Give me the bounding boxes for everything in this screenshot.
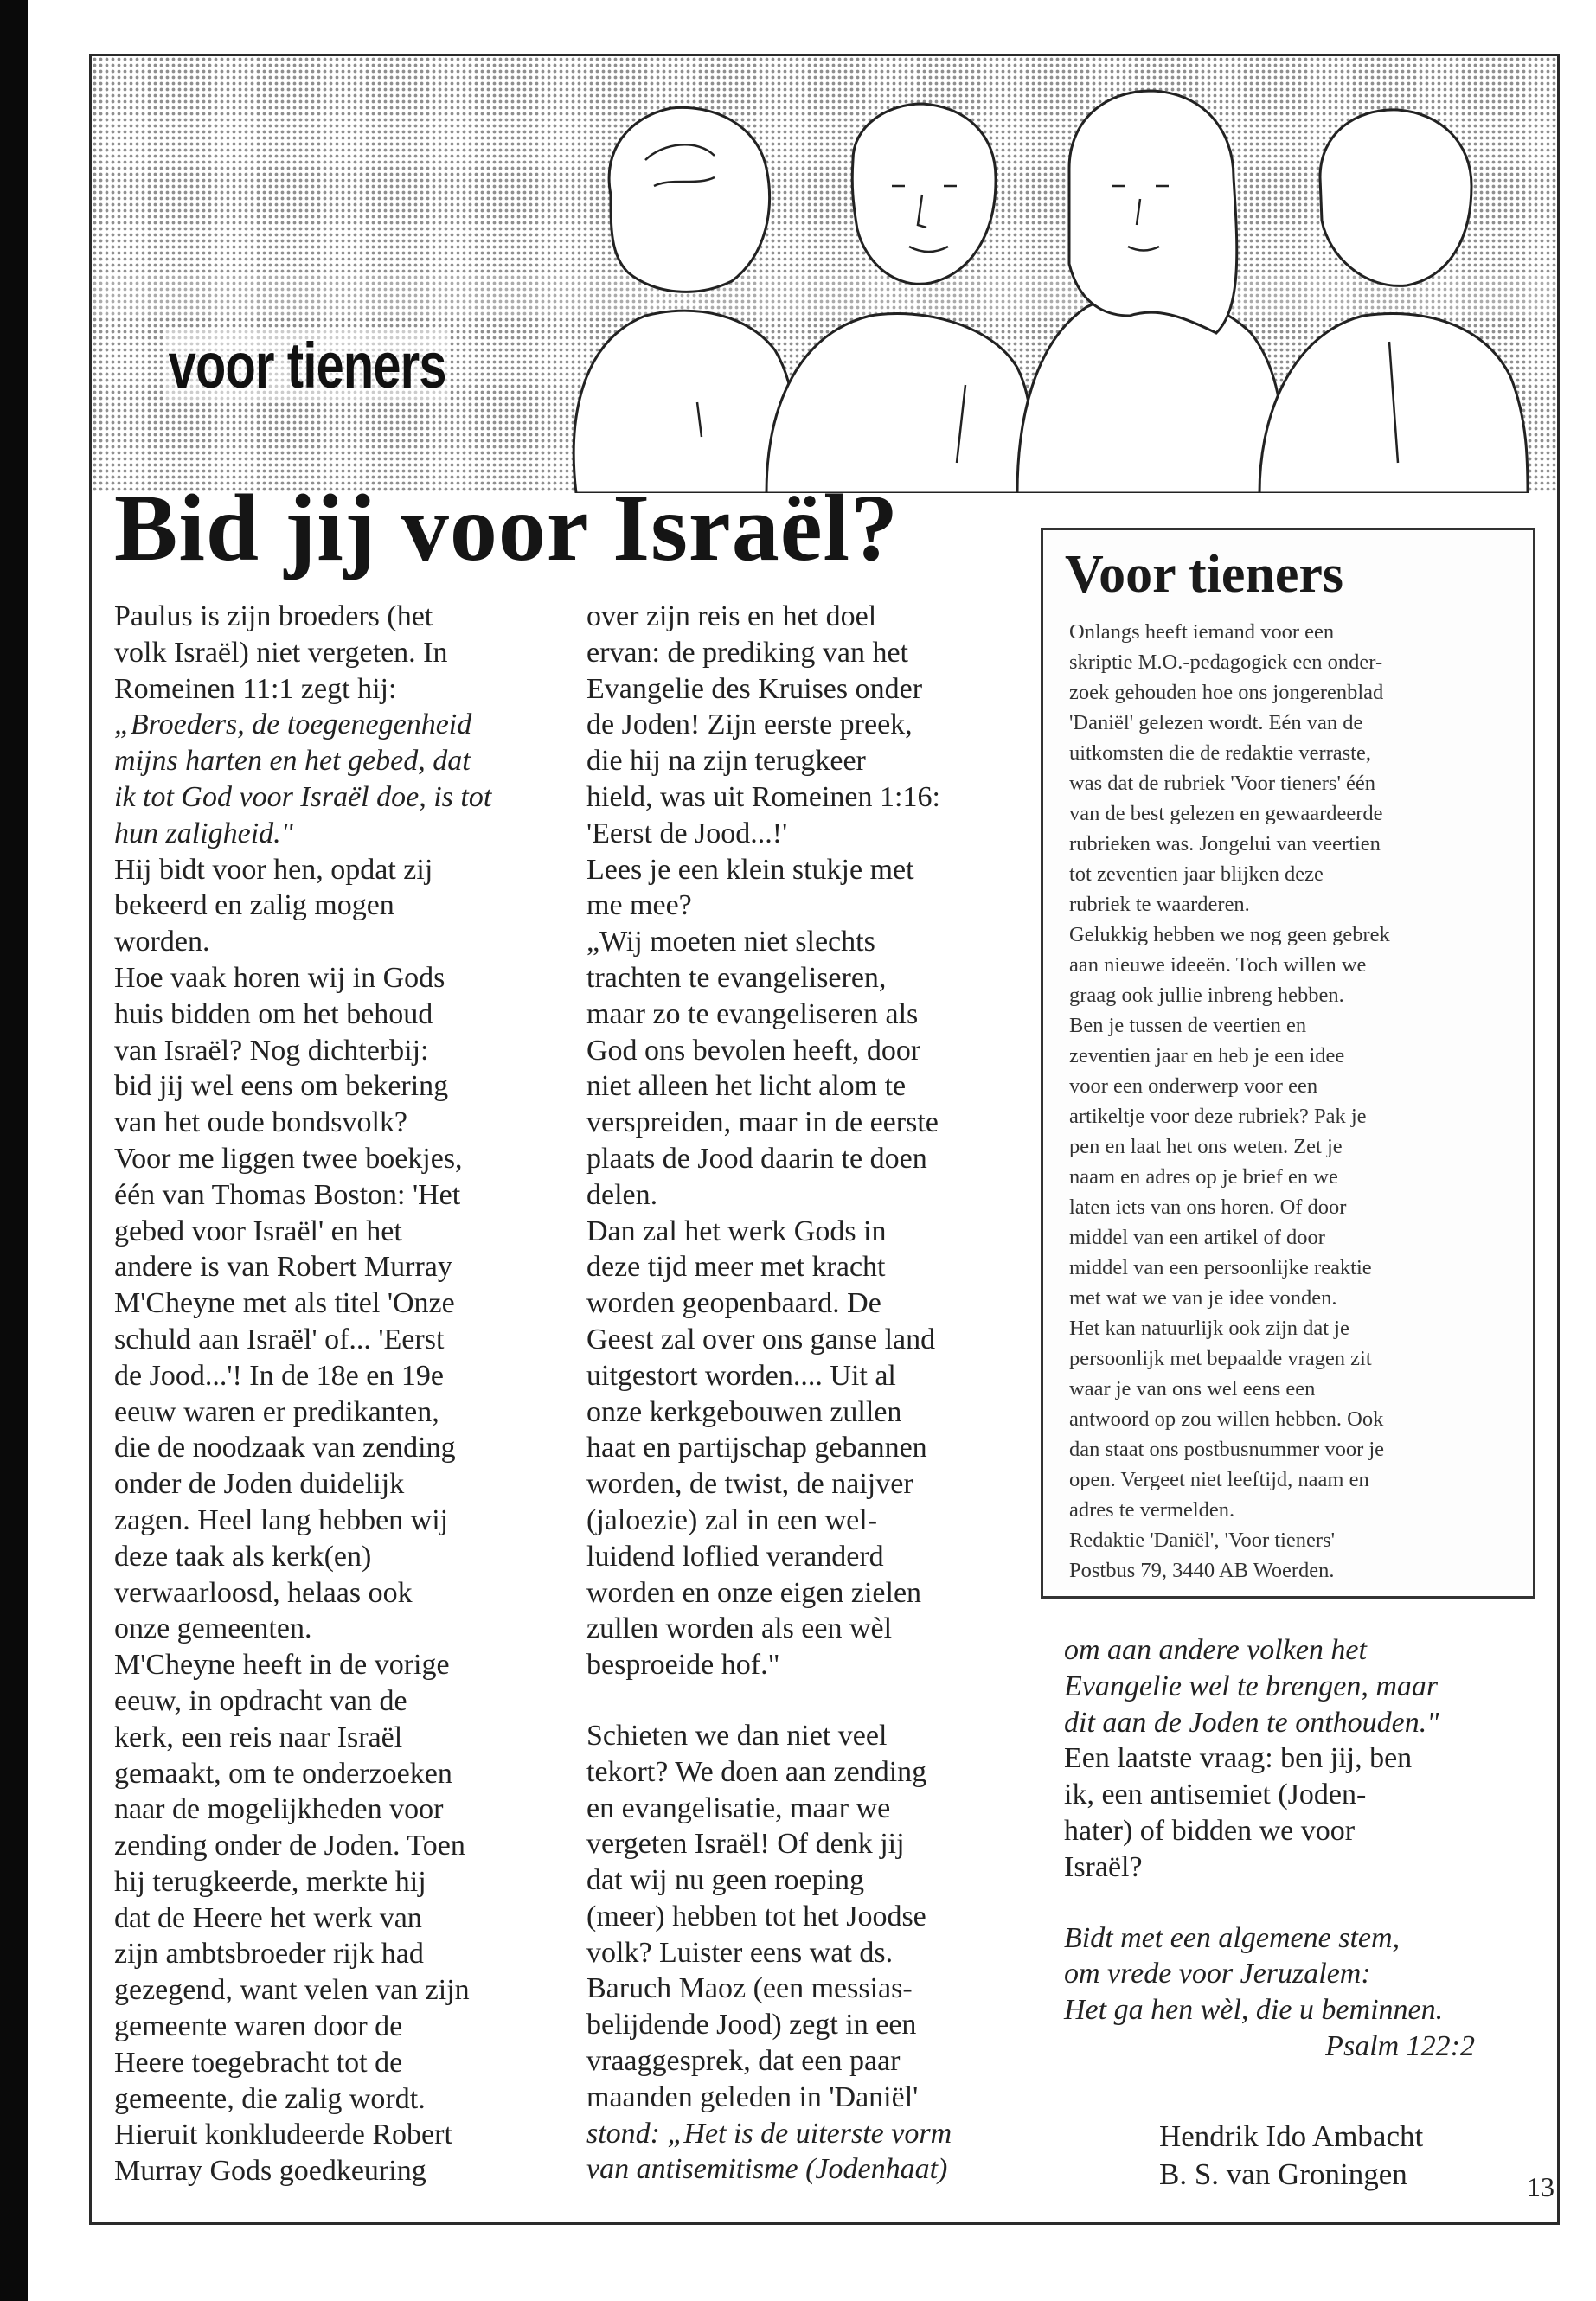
text-line: worden, de twist, de naijver — [586, 1468, 913, 1501]
teenagers-illustration — [92, 56, 1557, 493]
text-line: God ons bevolen heeft, door — [586, 1034, 921, 1067]
text-line: maanden geleden in 'Daniël' — [586, 2080, 919, 2113]
sidebar-line: pen en laat het ons weten. Zet je — [1069, 1135, 1343, 1158]
sidebar-line: voor een onderwerp voor een — [1069, 1074, 1318, 1098]
text-line: Geest zal over ons ganse land — [586, 1323, 936, 1356]
text-line: gemaakt, om te onderzoeken — [114, 1757, 452, 1790]
text-line: worden. — [114, 926, 210, 958]
sidebar-line: uitkomsten die de redaktie verraste, — [1069, 741, 1371, 765]
sidebar-line: Onlangs heeft iemand voor een — [1069, 620, 1335, 644]
section-label: voor tieners — [164, 329, 450, 402]
sidebar-box — [1041, 528, 1535, 1599]
sidebar-line: adres te vermelden. — [1069, 1498, 1235, 1522]
text-line: gemeente, die zalig wordt. — [114, 2082, 426, 2115]
text-line: zending onder de Joden. Toen — [114, 1830, 465, 1862]
text-line: Schieten we dan niet veel — [586, 1719, 888, 1752]
text-line: Romeinen 11:1 zegt hij: — [114, 672, 397, 705]
text-line: Murray Gods goedkeuring — [114, 2155, 426, 2188]
text-line: (meer) hebben tot het Joodse — [586, 1900, 926, 1932]
text-line: verspreiden, maar in de eerste — [586, 1106, 939, 1139]
text-line: die hij na zijn terugkeer — [586, 745, 866, 778]
text-line: eeuw waren er predikanten, — [114, 1395, 439, 1428]
text-line: volk Israël) niet vergeten. In — [114, 636, 448, 669]
signature — [1159, 2118, 1423, 2194]
sidebar-line: open. Vergeet niet leeftijd, naam en — [1069, 1468, 1369, 1491]
text-line: Baruch Maoz (een messias- — [586, 1972, 913, 2005]
text-line: en evangelisatie, maar we — [586, 1791, 891, 1824]
header-illustration — [92, 56, 1557, 493]
text-line: verwaarloosd, helaas ook — [114, 1576, 413, 1609]
text-line: M'Cheyne heeft in de vorige — [114, 1649, 450, 1682]
text-line: vergeten Israël! Of denk jij — [586, 1828, 905, 1861]
page-number: 13 — [1527, 2171, 1554, 2202]
text-line: schuld aan Israël' of... 'Eerst — [114, 1323, 445, 1356]
text-line: dat de Heere het werk van — [114, 1901, 422, 1934]
sidebar-line: antwoord op zou willen hebben. Ook — [1069, 1407, 1384, 1431]
sidebar-line: middel van een persoonlijke reaktie — [1069, 1256, 1372, 1279]
text-line: Voor me liggen twee boekjes, — [114, 1142, 463, 1175]
quote-line: „Broeders, de toegenegenheid — [114, 708, 472, 741]
sidebar-line: Postbus 79, 3440 AB Woerden. — [1069, 1559, 1335, 1582]
psalm-line: om vrede voor Jeruzalem: — [1064, 1958, 1371, 1990]
signature-author: B. S. van Groningen — [1159, 2157, 1407, 2191]
sidebar-line: van de best gelezen en gewaardeerde — [1069, 802, 1383, 825]
text-line: dat wij nu geen roeping — [586, 1864, 865, 1897]
column-left — [114, 599, 547, 2189]
text-line: naar de mogelijkheden voor — [114, 1793, 444, 1826]
text-line: delen. — [586, 1178, 658, 1211]
sidebar-line: middel van een artikel of door — [1069, 1226, 1325, 1249]
scan-edge — [0, 0, 28, 2301]
quote-line: hun zaligheid." — [114, 817, 293, 849]
quote-line: Evangelie wel te brengen, maar — [1064, 1670, 1439, 1702]
sidebar-line: tot zeventien jaar blijken deze — [1069, 862, 1324, 886]
text-line: onze gemeenten. — [114, 1612, 312, 1645]
text-line: van het oude bondsvolk? — [114, 1106, 407, 1139]
text-line: bekeerd en zalig mogen — [114, 889, 394, 922]
sidebar-line: artikeltje voor deze rubriek? Pak je — [1069, 1105, 1367, 1128]
sidebar-line: zoek gehouden hoe ons jongerenblad — [1069, 681, 1384, 704]
text-line: gebed voor Israël' en het — [114, 1215, 402, 1247]
text-line: hield, was uit Romeinen 1:16: — [586, 780, 940, 813]
sidebar-line: waar je van ons wel eens een — [1069, 1377, 1316, 1400]
paragraph-gap — [1064, 1886, 1514, 1920]
text-line: Lees je een klein stukje met — [586, 853, 914, 886]
text-line: me mee? — [586, 889, 692, 922]
text-line: haat en partijschap gebannen — [586, 1432, 927, 1465]
text-line: Evangelie des Kruises onder — [586, 672, 923, 705]
sidebar-line: Gelukkig hebben we nog geen gebrek — [1069, 923, 1390, 946]
sidebar-line: graag ook jullie inbreng hebben. — [1069, 984, 1344, 1007]
sidebar-line: Het kan natuurlijk ook zijn dat je — [1069, 1317, 1349, 1340]
text-line: 'Eerst de Jood...!' — [586, 817, 788, 849]
text-line: Hij bidt voor hen, opdat zij — [114, 853, 433, 886]
sidebar-body — [1069, 617, 1523, 1586]
text-line: trachten te evangeliseren, — [586, 961, 887, 994]
paragraph-gap — [586, 1683, 1023, 1718]
psalm-reference: Psalm 122:2 — [1325, 2029, 1475, 2062]
text-line: bid jij wel eens om bekering — [114, 1070, 449, 1103]
text-line: tekort? We doen aan zending — [586, 1755, 927, 1788]
psalm-line: Het ga hen wèl, die u beminnen. — [1064, 1994, 1444, 2027]
column-middle — [586, 599, 1023, 2188]
text-line: die de noodzaak van zending — [114, 1432, 456, 1465]
quote-line: mijns harten en het gebed, dat — [114, 745, 471, 778]
signature-place: Hendrik Ido Ambacht — [1159, 2119, 1424, 2153]
text-line: Paulus is zijn broeders (het — [114, 600, 433, 632]
text-line: hater) of bidden we voor — [1064, 1814, 1356, 1847]
text-line: uitgestort worden.... Uit al — [586, 1359, 896, 1392]
text-line: de Jood...'! In de 18e en 19e — [114, 1359, 444, 1392]
sidebar-line: zeventien jaar en heb je een idee — [1069, 1044, 1345, 1067]
text-line: eeuw, in opdracht van de — [114, 1684, 407, 1717]
article-title: Bid jij voor Israël? — [114, 475, 900, 580]
quote-line: om aan andere volken het — [1064, 1634, 1367, 1666]
quote-line: van antisemitisme (Jodenhaat) — [586, 2153, 948, 2186]
sidebar-line: rubriek te waarderen. — [1069, 893, 1250, 916]
psalm-line: Bidt met een algemene stem, — [1064, 1921, 1401, 1954]
text-line: zullen worden als een wèl — [586, 1612, 893, 1645]
column-right — [1064, 1632, 1514, 2065]
text-line: plaats de Jood daarin te doen — [586, 1142, 927, 1175]
sidebar-title: Voor tieners — [1065, 545, 1344, 604]
text-line: Een laatste vraag: ben jij, ben — [1064, 1742, 1413, 1775]
sidebar-line: laten iets van ons horen. Of door — [1069, 1195, 1347, 1219]
sidebar-line: persoonlijk met bepaalde vragen zit — [1069, 1347, 1372, 1370]
text-line: kerk, een reis naar Israël — [114, 1721, 403, 1753]
text-line: één van Thomas Boston: 'Het — [114, 1178, 461, 1211]
quote-line: stond: „Het is de uiterste vorm — [586, 2117, 952, 2150]
text-line: over zijn reis en het doel — [586, 600, 877, 632]
text-line: worden geopenbaard. De — [586, 1287, 881, 1320]
text-line: van Israël? Nog dichterbij: — [114, 1034, 429, 1067]
text-line: Hoe vaak horen wij in Gods — [114, 961, 445, 994]
text-line: vraaggesprek, dat een paar — [586, 2045, 901, 2078]
text-line: belijdende Jood) zegt in een — [586, 2009, 917, 2041]
text-line: ervan: de prediking van het — [586, 636, 908, 669]
text-line: ik, een antisemiet (Joden- — [1064, 1779, 1367, 1811]
sidebar-line: naam en adres op je brief en we — [1069, 1165, 1338, 1189]
text-line: Israël? — [1064, 1850, 1143, 1883]
text-line: luidend loflied veranderd — [586, 1540, 884, 1573]
quote-line: dit aan de Joden te onthouden." — [1064, 1706, 1439, 1739]
text-line: deze tijd meer met kracht — [586, 1251, 886, 1284]
text-line: huis bidden om het behoud — [114, 997, 433, 1030]
quote-line: ik tot God voor Israël doe, is tot — [114, 780, 492, 813]
text-line: besproeide hof." — [586, 1649, 780, 1682]
text-line: maar zo te evangeliseren als — [586, 997, 919, 1030]
sidebar-line: aan nieuwe ideeën. Toch willen we — [1069, 953, 1367, 977]
text-line: gemeente waren door de — [114, 2010, 403, 2043]
sidebar-line: skriptie M.O.-pedagogiek een onder- — [1069, 651, 1383, 674]
text-line: Hieruit konkludeerde Robert — [114, 2118, 452, 2151]
text-line: onder de Joden duidelijk — [114, 1468, 405, 1501]
sidebar-line: rubrieken was. Jongelui van veertien — [1069, 832, 1381, 856]
text-line: „Wij moeten niet slechts — [586, 926, 875, 958]
text-line: (jaloezie) zal in een wel- — [586, 1503, 878, 1536]
text-line: zijn ambtsbroeder rijk had — [114, 1938, 424, 1971]
sidebar-line: Ben je tussen de veertien en — [1069, 1014, 1307, 1037]
sidebar-line: dan staat ons postbusnummer voor je — [1069, 1438, 1385, 1461]
text-line: niet alleen het licht alom te — [586, 1070, 907, 1103]
text-line: M'Cheyne met als titel 'Onze — [114, 1287, 455, 1320]
text-line: andere is van Robert Murray — [114, 1251, 452, 1284]
text-line: zagen. Heel lang hebben wij — [114, 1503, 449, 1536]
text-line: worden en onze eigen zielen — [586, 1576, 922, 1609]
text-line: hij terugkeerde, merkte hij — [114, 1865, 426, 1898]
sidebar-line: was dat de rubriek 'Voor tieners' één — [1069, 772, 1375, 795]
text-line: Heere toegebracht tot de — [114, 2046, 403, 2079]
sidebar-line: met wat we van je idee vonden. — [1069, 1286, 1337, 1310]
text-line: de Joden! Zijn eerste preek, — [586, 708, 913, 741]
text-line: Dan zal het werk Gods in — [586, 1215, 887, 1247]
text-line: volk? Luister eens wat ds. — [586, 1936, 894, 1969]
text-line: gezegend, want velen van zijn — [114, 1974, 470, 2007]
text-line: onze kerkgebouwen zullen — [586, 1395, 902, 1428]
text-line: deze taak als kerk(en) — [114, 1540, 372, 1573]
sidebar-line: 'Daniël' gelezen wordt. Eén van de — [1069, 711, 1363, 734]
sidebar-line: Redaktie 'Daniël', 'Voor tieners' — [1069, 1529, 1336, 1552]
